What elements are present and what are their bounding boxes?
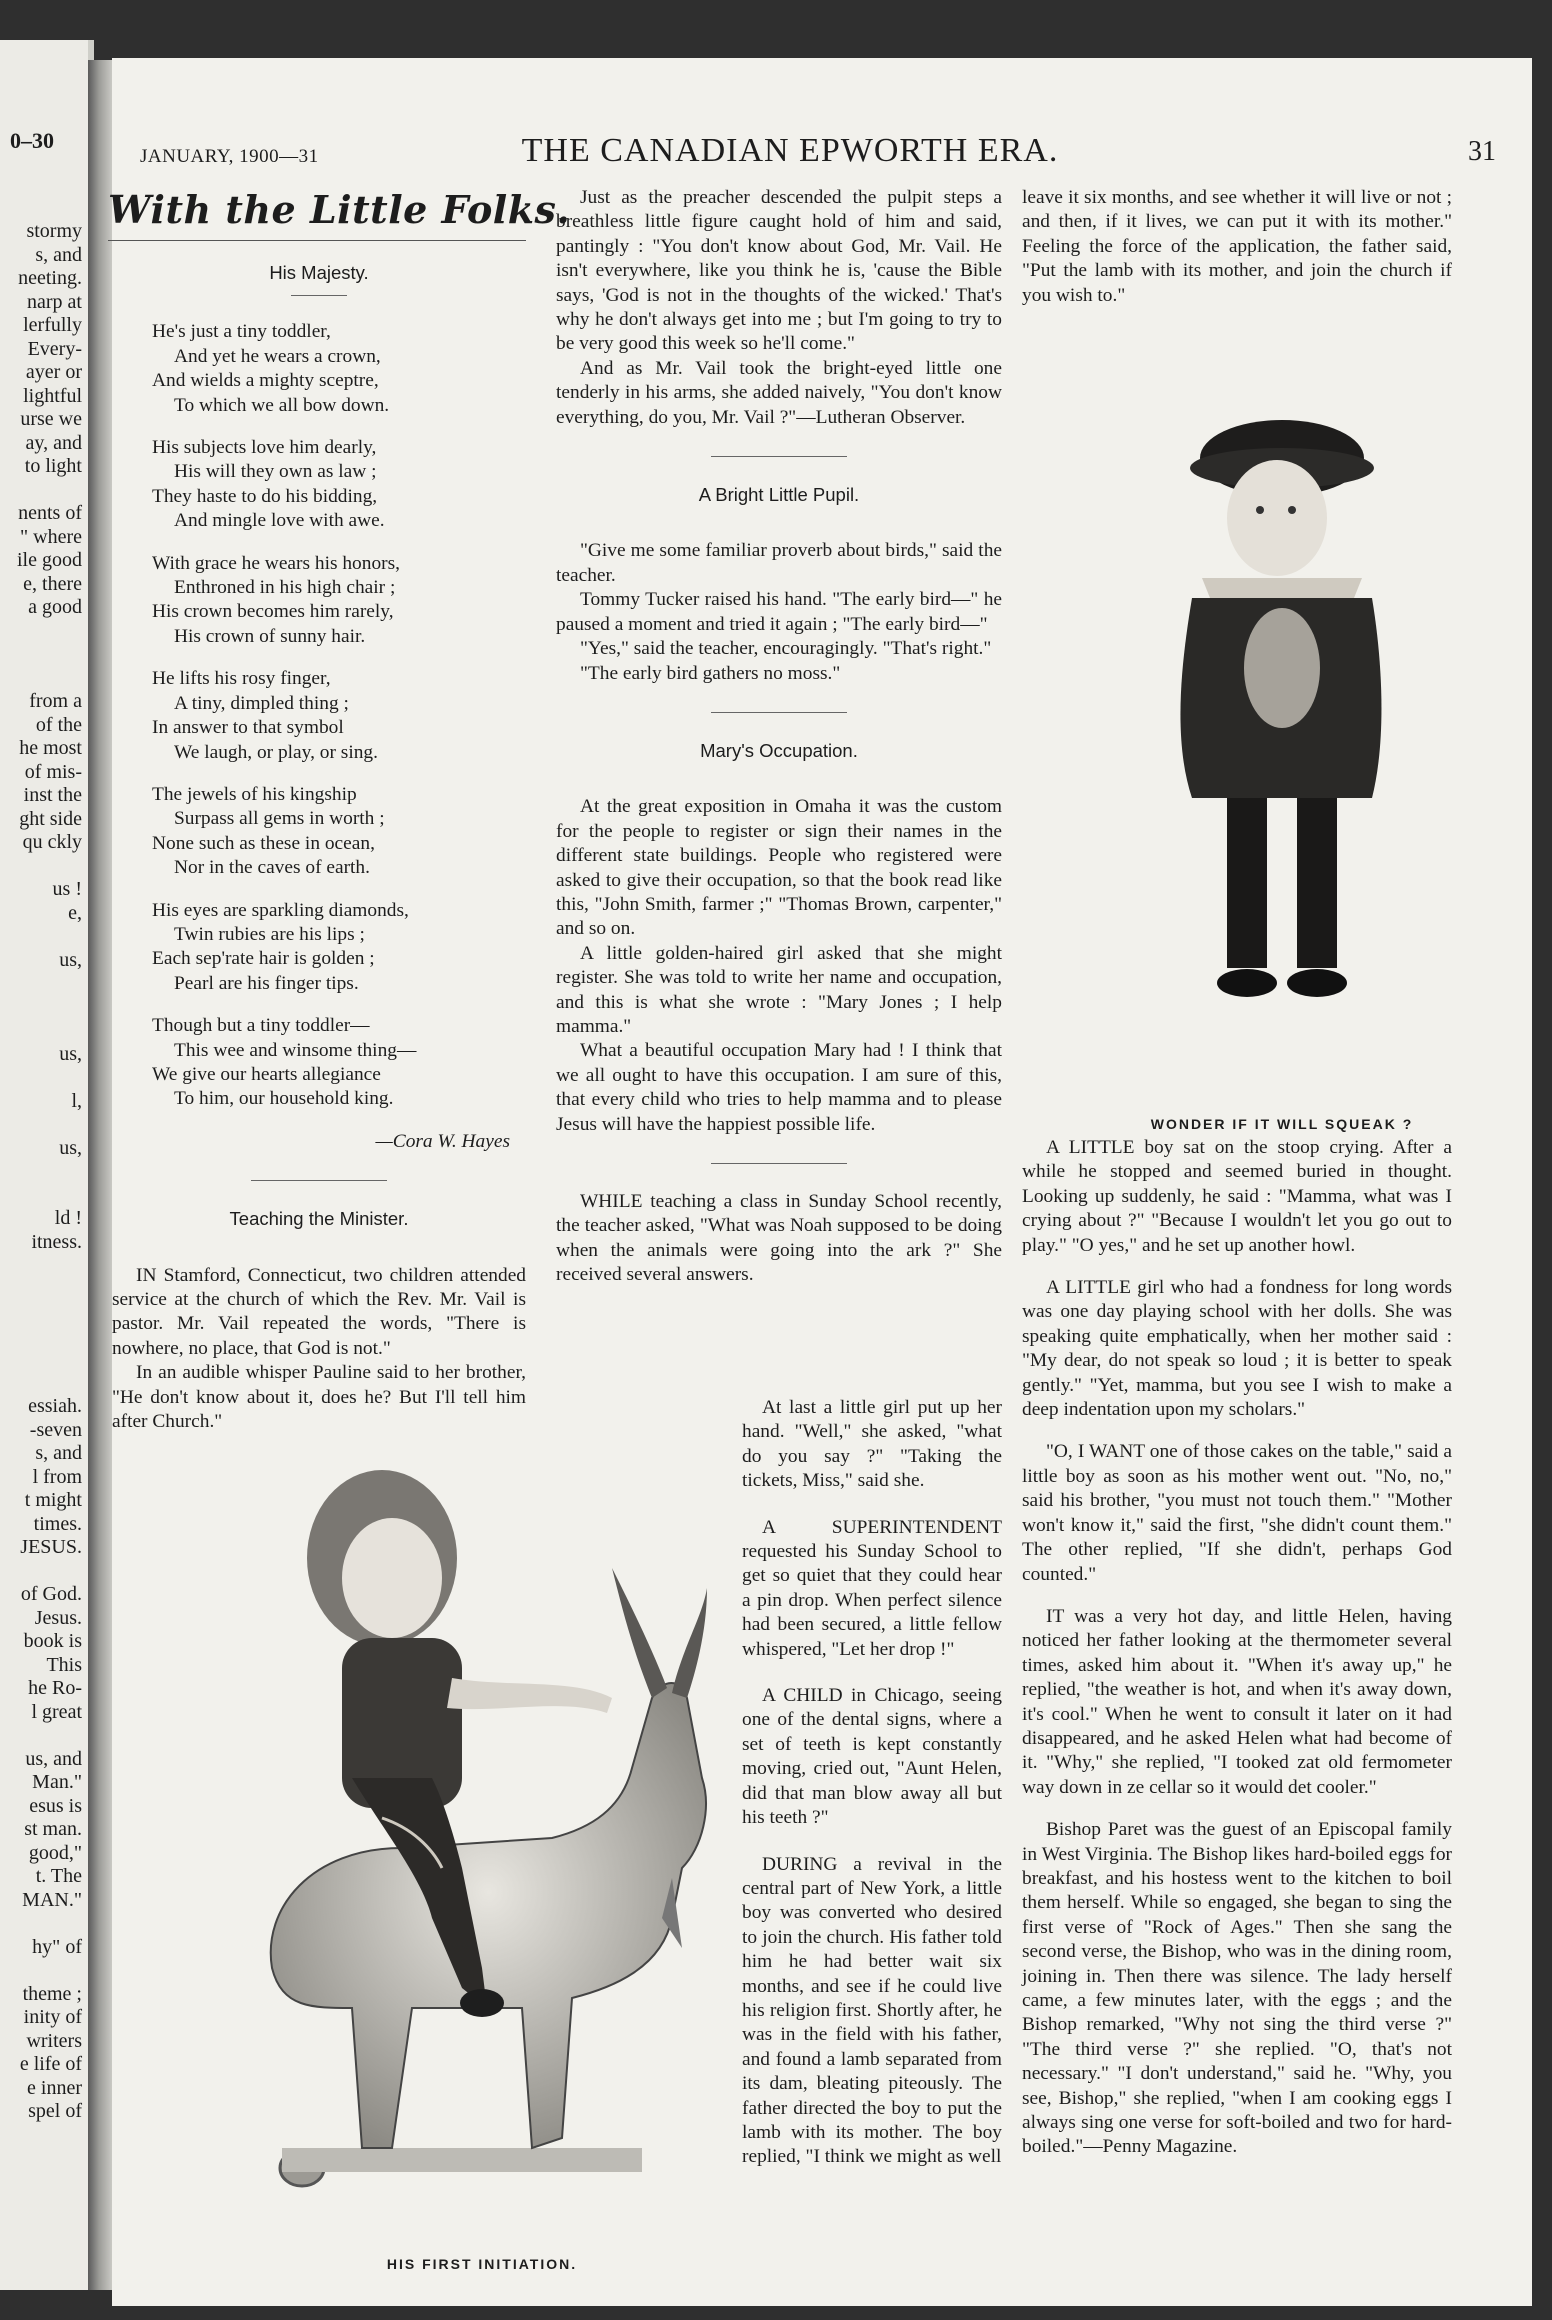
previous-page-fragment: inity of — [23, 2006, 82, 2028]
previous-page-fragment: inst the — [23, 784, 82, 806]
previous-page-fragment: writers — [26, 2029, 82, 2052]
divider — [291, 295, 347, 296]
previous-page-fragment: Every- — [27, 337, 82, 360]
poem-title: His Majesty. — [269, 262, 369, 283]
poem-line: His crown becomes him rarely, — [152, 601, 394, 623]
poem-stanza — [152, 1014, 526, 1112]
previous-page-fragment: e, — [68, 901, 82, 924]
divider — [711, 1163, 847, 1164]
section-masthead: With the Little Folks. — [108, 186, 526, 241]
previous-page-number: 0–30 — [10, 128, 54, 153]
poem-line: He's just a tiny toddler, — [152, 321, 331, 343]
previous-page-fragment: neeting. — [18, 267, 82, 289]
poem-stanza — [152, 899, 526, 997]
previous-page-fragment: book is — [23, 1630, 82, 1652]
paragraph: leave it six months, and see whether it will live or not ; and then, if it lives, we can put it with its mother." Feeling the force of the application, the father said, "Put the lamb with its mother, and join the church if you wish to." — [1022, 187, 1452, 306]
previous-page-fragment: This — [46, 1653, 82, 1676]
previous-page-fragment: he Ro- — [28, 1677, 82, 1699]
paragraph: Bishop Paret was the guest of an Episcopal family in West Virginia. The Bishop likes hard-boiled eggs for breakfast, and his hostess went to the kitchen to boil them herself. While so engaged, she began to sing the first verse of "Rock of Ages." Then she sang the second verse, the Bishop, who was in the dining room, joining in. Then there was silence. The lady herself came, a few minutes later, with the eggs ; and the Bishop remarked, "Why not sing the third verse ?" "The third verse ?" she replied. "O, that's not necessary." "I don't understand," said he. "Why, you see, Bishop," she replied, "when I am cooking eggs I always sing one verse for soft-boiled and two for hard-boiled."—Penny Magazine. — [1022, 1819, 1452, 2158]
photo-wonder-if-it-will-squeak — [1132, 398, 1432, 1132]
paragraph: At the great exposition in Omaha it was the custom for the people to register or sign their names in the different state buildings. People who registered were asked to give their occupation, so that the book read like this, "John Smith, farmer ;" "Thomas Brown, carpenter," and so on. — [556, 796, 1002, 940]
previous-page-fragment: JESUS. — [20, 1536, 82, 1558]
column-2-narrow — [742, 1396, 1002, 2192]
poem-line: His subjects love him dearly, — [152, 437, 377, 459]
photo-caption: WONDER IF IT WILL SQUEAK ? — [1150, 1116, 1414, 1132]
previous-page-fragment: esus is — [29, 1794, 82, 1817]
poem-line: And yet he wears a crown, — [174, 345, 381, 367]
previous-page-fragment: us, — [59, 1042, 82, 1065]
poem-stanza — [152, 552, 526, 650]
previous-page-fragment: us ! — [52, 878, 82, 900]
poem-line: Pearl are his finger tips. — [174, 972, 359, 994]
paragraph: At last a little girl put up her hand. "Well," she asked, "what do you say ?" "Taking the tickets, Miss," said she. — [742, 1397, 1002, 1492]
poem-line: To which we all bow down. — [174, 394, 390, 416]
divider — [711, 456, 847, 457]
previous-page-fragment: qu ckly — [22, 831, 82, 853]
previous-page-fragment: hy" of — [32, 1935, 82, 1958]
page-number: 31 — [1468, 136, 1496, 167]
previous-page-fragment: from a — [29, 690, 82, 712]
poem-line: He lifts his rosy finger, — [152, 668, 331, 690]
previous-page-fragment: ld ! — [54, 1207, 82, 1229]
previous-page-fragment: l great — [31, 1700, 82, 1723]
issue-date: JANUARY, 1900—31 — [140, 146, 319, 167]
previous-page-fragment: e inner — [27, 2076, 82, 2099]
poem-line: We give our hearts allegiance — [152, 1063, 381, 1085]
previous-page-fragment: nents of — [18, 502, 82, 524]
poem-line: Though but a tiny toddler— — [152, 1015, 370, 1037]
paragraph: What a beautiful occupation Mary had ! I think that we all ought to have this occupation. I am sure of this, that every child who tries to help mamma and to please Jesus will have the happiest possible life. — [556, 1040, 1002, 1135]
divider — [711, 712, 847, 713]
photo-his-first-initiation — [232, 1448, 732, 2278]
poem-line: His will they own as law ; — [174, 461, 377, 483]
paragraph: A LITTLE girl who had a fondness for long words was one day playing school with her dolls. She was speaking quite emphatically, when her mother said : "My dear, do not speak so loud ; it is better to speak gently." "Yet, mamma, but you see I wish to make a deep indentation upon my scholars." — [1022, 1277, 1452, 1421]
paragraph: A SUPERINTENDENT requested his Sunday School to get so quiet that they could hear a pin drop. When perfect silence had been secured, a little fellow whispered, "Let her drop !" — [742, 1516, 1002, 1660]
previous-page-fragment: t. The — [35, 1865, 82, 1887]
paragraph: DURING a revival in the central part of New York, a little boy was converted who desired to join the church. His father told him he had better wait six months, and see if he could live his religion first. Shortly after, he was in the field with his father, and found a lamb separated from its dam, bleating piteously. The father directed the boy to put the lamb with its mother. The boy replied, "I think we might as well — [742, 1853, 1002, 2168]
paragraph: A CHILD in Chicago, seeing one of the dental signs, where a set of teeth is kept constantly moving, cried out, "Aunt Helen, did that man blow away all but his teeth ?" — [742, 1685, 1002, 1829]
previous-page-fragment: essiah. — [28, 1395, 82, 1417]
previous-page-fragment: urse we — [20, 408, 82, 430]
previous-page-fragment: e life of — [19, 2053, 82, 2075]
previous-page-fragment: us, and — [25, 1747, 82, 1770]
poem-line: And wields a mighty sceptre, — [152, 370, 379, 392]
previous-page-fragment: ile good — [17, 549, 82, 571]
paragraph: Tommy Tucker raised his hand. "The early bird—" he paused a moment and tried it again ; "The early bird—" — [556, 589, 1002, 635]
previous-page-fragment: lerfully — [23, 314, 82, 336]
column-2 — [556, 186, 1002, 1288]
magazine-page — [108, 58, 1532, 2306]
poem-stanza — [152, 667, 526, 765]
poem-line: To him, our household king. — [174, 1088, 394, 1110]
previous-page-fragment: ayer or — [25, 361, 82, 383]
article-title: Teaching the Minister. — [229, 1208, 409, 1230]
previous-page-fragment: theme ; — [22, 1982, 82, 2005]
previous-page-fragment: s, and — [35, 243, 82, 266]
poem-line: A tiny, dimpled thing ; — [174, 692, 349, 714]
paragraph: In an audible whisper Pauline said to her brother, "He don't know about it, does he? But I'll tell him after Church." — [112, 1362, 526, 1433]
paragraph: "O, I WANT one of those cakes on the table," said a little boy as soon as his mother went out. "No, no," said his brother, "you must not touch them." "Mother won't know it," said the first, "she didn't count them." The other replied, "If she didn't, perhaps God counted." — [1022, 1441, 1452, 1585]
previous-page-fragment: e, there — [23, 572, 82, 595]
previous-page-edge — [0, 40, 94, 2290]
poem-stanza — [152, 783, 526, 881]
previous-page-fragment: times. — [33, 1512, 82, 1535]
previous-page-fragment: good," — [28, 1841, 82, 1864]
previous-page-fragment: to light — [24, 455, 82, 477]
paragraph: "Yes," said the teacher, encouragingly. "That's right." — [580, 638, 992, 660]
boy-with-toy-illustration — [1132, 398, 1432, 1018]
goat-rider-illustration — [232, 1448, 732, 2248]
previous-page-fragment: lightful — [23, 384, 82, 407]
paragraph: IN Stamford, Connecticut, two children attended service at the church of which the Rev. Mr. Vail is pastor. Mr. Vail repeated the words, "There is nowhere, no place, that God is not." — [112, 1264, 526, 1359]
paragraph: "Give me some familiar proverb about birds," said the teacher. — [556, 540, 1002, 586]
poem-line: His eyes are sparkling diamonds, — [152, 899, 409, 921]
article-title: A Bright Little Pupil. — [698, 484, 860, 506]
column-3 — [1022, 186, 1452, 308]
previous-page-fragment: -seven — [29, 1418, 82, 1441]
previous-page-fragment: of God. — [20, 1583, 82, 1605]
previous-page-fragment: of mis- — [24, 760, 82, 783]
poem-stanza — [152, 320, 526, 418]
poem-line: And mingle love with awe. — [174, 510, 385, 532]
poem-line: Each sep'rate hair is golden ; — [152, 948, 375, 970]
column-1 — [108, 186, 571, 1434]
previous-page-fragment: of the — [35, 713, 82, 736]
poem-line: They haste to do his bidding, — [152, 485, 378, 507]
previous-page-fragment: itness. — [31, 1230, 82, 1253]
poem-line: This wee and winsome thing— — [174, 1039, 417, 1061]
publication-title: THE CANADIAN EPWORTH ERA. — [521, 132, 1059, 169]
previous-page-fragment: us, — [59, 948, 82, 971]
previous-page-fragment: narp at — [27, 290, 82, 313]
paragraph: A little golden-haired girl asked that she might register. She was told to write her name and occupation, and this is what she wrote : "Mary Jones ; I help mamma." — [556, 942, 1002, 1037]
article-title: Mary's Occupation. — [700, 739, 858, 761]
previous-page-fragment: spel of — [28, 2100, 82, 2122]
previous-page-fragment: t might — [24, 1489, 82, 1511]
poem-stanza — [152, 436, 526, 534]
divider — [251, 1180, 387, 1181]
paragraph: A LITTLE boy sat on the stoop crying. After a while he stopped and seemed buried in thought. Looking up suddenly, he said : "Mamma, what was I crying about ?" "Because I wouldn't let you go out to play." "O yes," and he set up another howl. — [1022, 1137, 1452, 1256]
previous-page-fragment: st man. — [24, 1818, 82, 1840]
paragraph: IT was a very hot day, and little Helen, having noticed her father looking at the thermometer several times, asked him about it. "When it's away up," he replied, "the weather is hot, and when it's away down, it's cool." When he went to consult it later on it had disappeared, and he asked Helen what had become of it. "Why," she replied, "I tooked zat old fermometer way down in ze cellar so it would det cooler." — [1022, 1605, 1452, 1798]
poem-line: The jewels of his kingship — [152, 783, 357, 805]
poem-line: In answer to that symbol — [152, 717, 344, 739]
paragraph: "The early bird gathers no moss." — [580, 662, 841, 684]
previous-page-fragment: l, — [71, 1089, 82, 1112]
poem-line: His crown of sunny hair. — [174, 625, 366, 647]
previous-page-fragment: s, and — [35, 1442, 82, 1464]
column-3-lower — [1022, 1136, 1452, 2160]
previous-page-fragment: a good — [28, 596, 82, 618]
running-header — [128, 132, 1496, 176]
poem-his-majesty — [112, 320, 526, 1111]
paragraph: Just as the preacher descended the pulpit steps a breathless little figure caught hold of him and said, pantingly : "You don't know about God, Mr. Vail. He isn't everywhere, like you think he is, 'cause the Bible says, 'God is not in the thoughts of the wicked.' That's why he don't always get into me ; but I'm going to try to be very good this week so he'll come." — [556, 187, 1002, 355]
previous-page-fragment: ay, and — [25, 431, 82, 454]
previous-page-fragment: Man." — [32, 1771, 82, 1793]
poem-line: Enthroned in his high chair ; — [174, 577, 396, 599]
poem-line: Nor in the caves of earth. — [174, 857, 370, 879]
previous-page-fragment: Jesus. — [34, 1606, 82, 1629]
previous-page-fragment: " where — [19, 525, 82, 548]
poem-line: Surpass all gems in worth ; — [174, 808, 385, 830]
previous-page-fragment: he most — [19, 737, 82, 759]
previous-page-fragment: l from — [32, 1465, 82, 1488]
paragraph: And as Mr. Vail took the bright-eyed little one tenderly in his arms, she added naively, "You don't know everything, do you, Mr. Vail ?"—Lutheran Observer. — [556, 357, 1002, 428]
previous-page-fragment: stormy — [26, 220, 82, 242]
poem-line: Twin rubies are his lips ; — [174, 923, 365, 945]
poem-line: We laugh, or play, or sing. — [174, 741, 378, 763]
previous-page-fragment: ght side — [19, 807, 82, 830]
photo-caption: HIS FIRST INITIATION. — [386, 2256, 578, 2272]
paragraph: WHILE teaching a class in Sunday School recently, the teacher asked, "What was Noah supposed to be doing when the animals were going into the ark ?" She received several answers. — [556, 1191, 1002, 1286]
poem-attribution: —Cora W. Hayes — [375, 1130, 510, 1152]
previous-page-fragment: MAN." — [22, 1888, 82, 1911]
poem-line: None such as these in ocean, — [152, 832, 375, 854]
poem-line: With grace he wears his honors, — [152, 552, 400, 574]
previous-page-fragment: us, — [59, 1136, 82, 1159]
